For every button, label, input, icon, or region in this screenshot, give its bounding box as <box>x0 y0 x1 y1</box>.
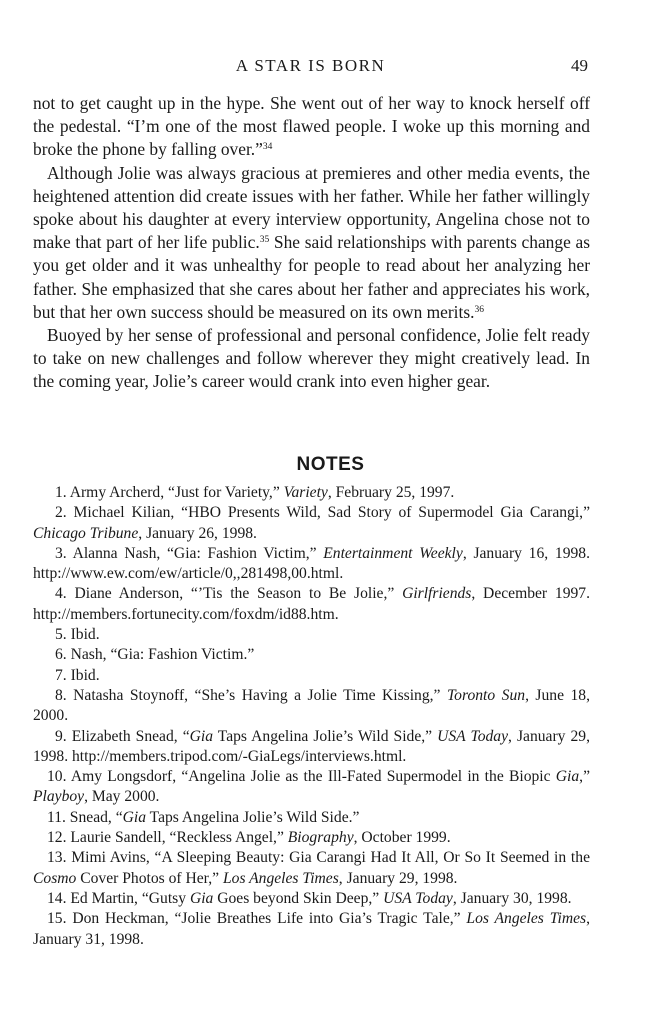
note-7: 7. Ibid. <box>55 666 100 684</box>
note-10: 10. Amy Longsdorf, “Angelina Jolie as the Ill-Fated Supermodel in the Biopic Gia,” Playboy, May 2000. <box>33 768 590 806</box>
footnote-ref-36: 36 <box>474 304 484 315</box>
paragraph-2 <box>33 162 590 324</box>
body-text <box>33 92 590 394</box>
note-9: 9. Elizabeth Snead, “Gia Taps Angelina Jolie’s Wild Side,” USA Today, January 29, 1998. http://members.tripod.com/-GiaLegs/interviews.html. <box>33 727 590 765</box>
note-3: 3. Alanna Nash, “Gia: Fashion Victim,” Entertainment Weekly, January 16, 1998. http://www.ew.com/ew/article/0,,281498,00.html. <box>33 544 590 583</box>
paragraph-1 <box>33 92 590 162</box>
notes-list <box>33 483 590 950</box>
note-14: 14. Ed Martin, “Gutsy Gia Goes beyond Skin Deep,” USA Today, January 30, 1998. <box>47 889 572 907</box>
note-15: 15. Don Heckman, “Jolie Breathes Life into Gia’s Tragic Tale,” Los Angeles Times, January 31, 1998. <box>33 910 591 948</box>
note-11: 11. Snead, “Gia Taps Angelina Jolie’s Wild Side.” <box>47 808 360 826</box>
paragraph-1-text: not to get caught up in the hype. She went out of her way to knock herself off the pedestal. “I’m one of the most flawed people. I woke up this morning and broke the phone by falling over.” <box>33 93 590 160</box>
note-4: 4. Diane Anderson, “’Tis the Season to Be Jolie,” Girlfriends, December 1997. http://members.fortunecity.com/foxdm/id88.htm. <box>33 585 590 623</box>
note-12: 12. Laurie Sandell, “Reckless Angel,” Biography, October 1999. <box>47 829 451 847</box>
footnote-ref-34: 34 <box>262 142 273 153</box>
notes-heading: NOTES <box>296 454 365 475</box>
paragraph-3: Buoyed by her sense of professional and personal confidence, Jolie felt ready to take on new challenges and follow wherever they might creatively lead. In the coming year, Jolie’s career would crank into even higher gear. <box>33 325 590 392</box>
footnote-ref-35: 35 <box>259 235 270 246</box>
note-1: 1. Army Archerd, “Just for Variety,” Variety, February 25, 1997. <box>55 484 455 501</box>
paragraph-2-text-a: Although Jolie was always gracious at premieres and other media events, the heightened attention did create issues with her father. While her father willingly spoke about his daughter at every interview opportunity, Angelina chose not to make that part of her life public. <box>33 162 590 253</box>
note-2: 2. Michael Kilian, “HBO Presents Wild, Sad Story of Supermodel Gia Carangi,” Chicago Tribune, January 26, 1998. <box>33 504 590 542</box>
note-5: 5. Ibid. <box>55 626 100 644</box>
note-8: 8. Natasha Stoynoff, “She’s Having a Jolie Time Kissing,” Toronto Sun, June 18, 2000. <box>33 686 590 725</box>
page-number: 49 <box>571 56 588 75</box>
paragraph-2-text-b: She said relationships with parents change as you get older and it was unhealthy for people to read about her analyzing her father. She emphasized that she cares about her father and appreciates his work, but that her own success should be measured on its own merits. <box>33 232 590 322</box>
chapter-title: A STAR IS BORN <box>235 56 386 75</box>
note-13: 13. Mimi Avins, “A Sleeping Beauty: Gia Carangi Had It All, Or So It Seemed in the Cosmo Cover Photos of Her,” Los Angeles Times, January 29, 1998. <box>33 849 590 887</box>
note-6: 6. Nash, “Gia: Fashion Victim.” <box>55 646 255 664</box>
running-head <box>33 56 588 78</box>
